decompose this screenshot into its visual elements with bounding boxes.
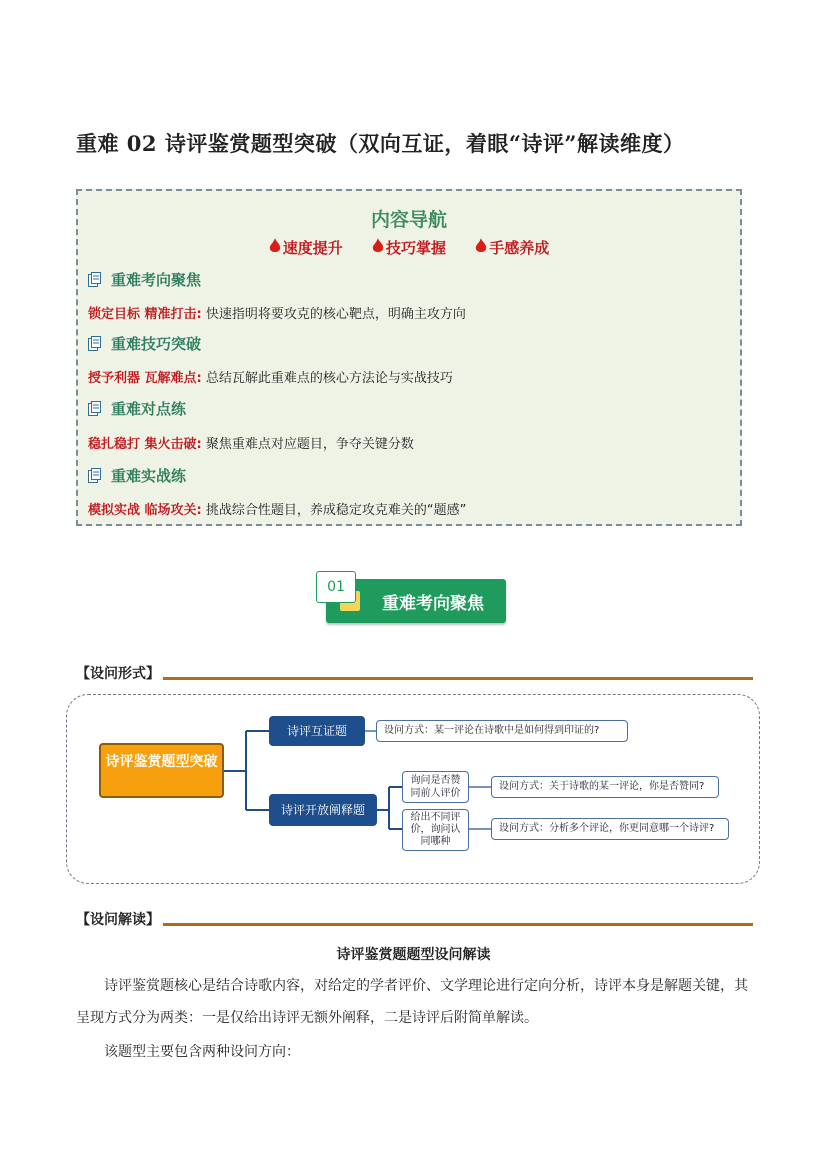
- mindmap-root-node: 诗评鉴赏题型突破: [99, 743, 224, 798]
- nav-tag-label: 速度提升: [282, 239, 343, 257]
- nav-section-title: 重难实战练: [88, 465, 186, 486]
- nav-section-title: 重难技巧突破: [88, 333, 201, 354]
- header-read: 【设问解读】: [76, 912, 160, 928]
- mindmap-branch-node: 诗评开放阐释题: [269, 794, 377, 826]
- nav-section-desc: 授予利器 瓦解难点: 总结瓦解此重难点的核心方法论与实战技巧: [88, 371, 453, 386]
- nav-title: 内容导航: [370, 209, 447, 231]
- nav-section-title: 重难考向聚焦: [88, 269, 201, 290]
- badge-label: 重难考向聚焦: [382, 594, 484, 614]
- reading-paragraph: 该题型主要包含两种设问方向：: [104, 1044, 300, 1060]
- mindmap-desc-node: 设问方式：分析多个评论，你更同意哪一个诗评?: [491, 818, 729, 840]
- nav-tag-label: 手感养成: [489, 239, 550, 257]
- badge-number: 01: [316, 571, 356, 603]
- header-form: 【设问形式】: [76, 666, 160, 682]
- mindmap-desc-node: 设问方式：关于诗歌的某一评论，你是否赞同?: [491, 776, 719, 798]
- nav-section-desc: 模拟实战 临场攻关: 挑战综合性题目，养成稳定攻克难关的“题感”: [88, 503, 467, 518]
- document-title: 重难 02 诗评鉴赏题型突破（双向互证，着眼“诗评”解读维度）: [76, 131, 685, 156]
- mindmap-branch-node: 诗评互证题: [269, 716, 365, 746]
- mindmap-desc-node: 设问方式：某一评论在诗歌中是如何得到印证的?: [376, 720, 628, 742]
- nav-tag-label: 技巧掌握: [385, 239, 446, 257]
- reading-heading: 诗评鉴赏题题型设问解读: [336, 947, 491, 963]
- mindmap-sub-node: 询问是否赞同前人评价: [402, 771, 469, 803]
- mindmap-sub-node: 给出不同评价，询问认同哪种: [402, 809, 469, 851]
- nav-section-desc: 锁定目标 精准打击: 快速指明将要攻克的核心靶点，明确主攻方向: [88, 307, 466, 322]
- reading-paragraph: 诗评鉴赏题核心是结合诗歌内容，对给定的学者评价、文学理论进行定向分析，诗评本身是解题关键，其呈现方式分为两类：一是仅给出诗评无额外阐释，二是诗评后附简单解读。: [76, 978, 748, 1026]
- nav-section-desc: 稳扎稳打 集火击破: 聚焦重难点对应题目，争夺关键分数: [88, 437, 414, 452]
- nav-section-title: 重难对点练: [88, 398, 186, 419]
- header-divider: [163, 923, 753, 926]
